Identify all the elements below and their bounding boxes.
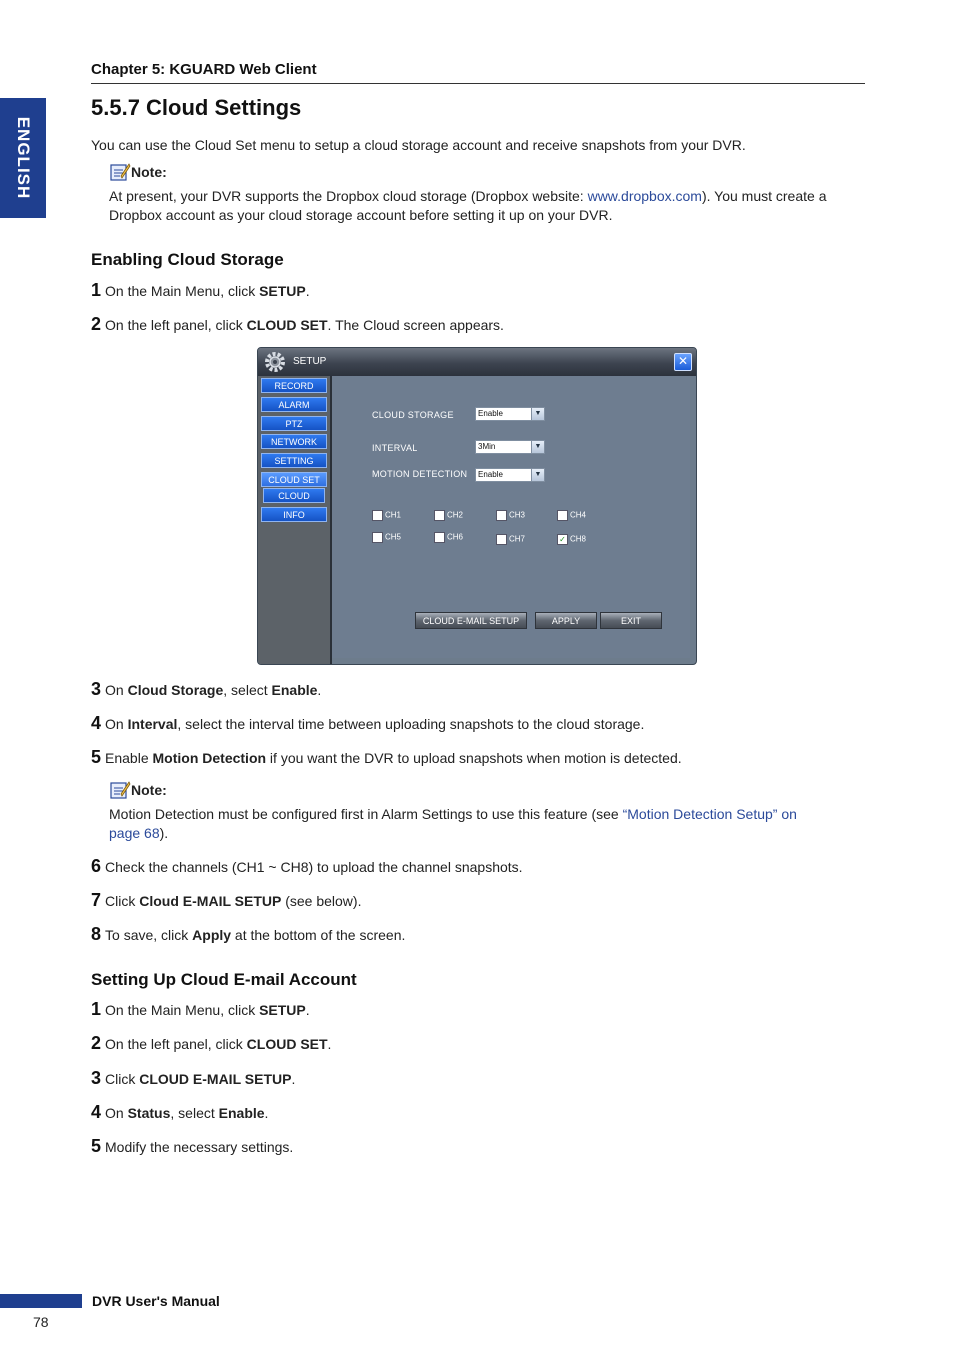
- step-text: , select: [223, 682, 272, 698]
- list-item: [91, 747, 682, 768]
- exit-button[interactable]: EXIT: [600, 612, 662, 629]
- dvr-menu-setting[interactable]: SETTING: [261, 453, 327, 468]
- note-heading: [109, 780, 167, 800]
- step-text: On the Main Menu, click: [105, 1002, 260, 1018]
- dvr-menu-network[interactable]: NETWORK: [261, 434, 327, 449]
- footer-bar: [0, 1294, 82, 1308]
- step-number: 2: [91, 1033, 102, 1053]
- step-number: 6: [91, 856, 102, 876]
- step-bold: CLOUD SET: [246, 317, 328, 333]
- list-item: [91, 679, 321, 700]
- dvr-title: SETUP: [293, 356, 327, 367]
- note-heading: [109, 162, 167, 182]
- step-text: .: [291, 1071, 296, 1087]
- step-bold: Apply: [192, 927, 232, 943]
- checkbox[interactable]: [372, 532, 383, 543]
- section-title: 5.5.7 Cloud Settings: [91, 95, 302, 120]
- step-number: 7: [91, 890, 102, 910]
- dvr-menu-alarm[interactable]: ALARM: [261, 397, 327, 412]
- list-item: [91, 713, 644, 734]
- step-text: Modify the necessary settings.: [105, 1139, 294, 1155]
- channel-checkbox-ch4[interactable]: [557, 510, 586, 521]
- channel-label: CH4: [570, 510, 587, 520]
- step-number: 3: [91, 1068, 102, 1088]
- channel-checkbox-ch3[interactable]: [496, 510, 525, 521]
- channel-label: CH1: [385, 510, 402, 520]
- channel-checkbox-ch8[interactable]: [557, 534, 586, 545]
- step-text: On the left panel, click: [105, 1036, 247, 1052]
- step-number: 5: [91, 747, 102, 767]
- step-text: On the Main Menu, click: [105, 283, 260, 299]
- step-bold: Interval: [127, 716, 178, 732]
- note-text-part: ).: [159, 825, 169, 841]
- step-text: at the bottom of the screen.: [231, 927, 406, 943]
- list-item: [91, 1136, 293, 1157]
- interval-select[interactable]: [475, 440, 545, 454]
- step-number: 5: [91, 1136, 102, 1156]
- dvr-sidebar: [258, 376, 332, 664]
- motion-detection-setup-link[interactable]: “Motion Detection Setup” on: [622, 806, 797, 822]
- checkbox[interactable]: [496, 534, 507, 545]
- note-label: Note:: [131, 782, 167, 798]
- dvr-menu-cloud[interactable]: CLOUD: [263, 488, 325, 503]
- note-icon: [109, 162, 131, 182]
- step-number: 3: [91, 679, 102, 699]
- dvr-menu-record[interactable]: RECORD: [261, 378, 327, 393]
- step-number: 8: [91, 924, 102, 944]
- interval-label: INTERVAL: [372, 443, 418, 453]
- step-number: 1: [91, 280, 102, 300]
- list-item: [91, 314, 504, 335]
- chevron-down-icon[interactable]: ▼: [531, 469, 544, 481]
- dvr-titlebar: [258, 348, 696, 376]
- channel-label: CH2: [447, 510, 464, 520]
- step-bold: Motion Detection: [152, 750, 267, 766]
- channel-checkbox-ch5[interactable]: [372, 532, 401, 543]
- cloud-storage-value: Enable: [478, 409, 503, 418]
- note-text: [109, 805, 797, 843]
- dvr-menu-info[interactable]: INFO: [261, 507, 327, 522]
- channel-label: CH5: [385, 532, 402, 542]
- channel-checkbox-ch2[interactable]: [434, 510, 463, 521]
- apply-button[interactable]: APPLY: [535, 612, 597, 629]
- step-text: .: [305, 1002, 310, 1018]
- step-text: On: [105, 1105, 128, 1121]
- step-bold: CLOUD E-MAIL SETUP: [139, 1071, 292, 1087]
- motion-detection-label: MOTION DETECTION: [372, 469, 468, 479]
- list-item: [91, 999, 310, 1020]
- checkbox[interactable]: [434, 510, 445, 521]
- note-text-part: Motion Detection must be configured first in Alarm Settings to use this feature (see: [109, 806, 623, 822]
- cloud-storage-select[interactable]: [475, 407, 545, 421]
- step-number: 1: [91, 999, 102, 1019]
- dvr-menu-cloud-set[interactable]: CLOUD SET: [261, 472, 327, 487]
- gear-icon: [262, 350, 288, 374]
- close-icon[interactable]: ✕: [674, 353, 692, 371]
- step-bold: Cloud E-MAIL SETUP: [139, 893, 282, 909]
- chevron-down-icon[interactable]: ▼: [531, 441, 544, 453]
- section-intro: You can use the Cloud Set menu to setup a cloud storage account and receive snapshots from your DVR.: [91, 137, 746, 153]
- motion-detection-value: Enable: [478, 470, 503, 479]
- list-item: [91, 890, 361, 911]
- step-bold: SETUP: [259, 283, 306, 299]
- step-text: . The Cloud screen appears.: [327, 317, 504, 333]
- note-icon: [109, 780, 131, 800]
- checkbox[interactable]: [557, 510, 568, 521]
- list-item: [91, 924, 405, 945]
- step-text: On: [105, 682, 128, 698]
- step-text: To save, click: [105, 927, 193, 943]
- step-text: On: [105, 716, 128, 732]
- step-number: 4: [91, 713, 102, 733]
- note-text-part: ). You must create a: [701, 188, 827, 204]
- step-text: .: [327, 1036, 332, 1052]
- dvr-menu-ptz[interactable]: PTZ: [261, 416, 327, 431]
- step-bold: Status: [127, 1105, 171, 1121]
- step-text: Check the channels (CH1 ~ CH8) to upload the channel snapshots.: [105, 859, 523, 875]
- dvr-setup-window: [257, 347, 697, 665]
- step-text: Click: [105, 1071, 140, 1087]
- checkbox[interactable]: [434, 532, 445, 543]
- cloud-email-setup-button[interactable]: CLOUD E-MAIL SETUP: [415, 612, 527, 629]
- step-text: Enable: [105, 750, 153, 766]
- subheading-enabling: Enabling Cloud Storage: [91, 250, 284, 269]
- list-item: [91, 1102, 268, 1123]
- language-tab-label: ENGLISH: [14, 116, 33, 200]
- page-reference-link[interactable]: page 68: [109, 825, 160, 841]
- checkbox-checked[interactable]: ✓: [557, 534, 568, 545]
- step-bold: CLOUD SET: [246, 1036, 328, 1052]
- list-item: [91, 856, 523, 877]
- step-text: , select: [170, 1105, 219, 1121]
- step-text: On the left panel, click: [105, 317, 247, 333]
- step-bold: Enable: [271, 682, 318, 698]
- channel-checkbox-ch1[interactable]: [372, 510, 401, 521]
- page-number: 78: [33, 1314, 49, 1330]
- step-text: .: [305, 283, 310, 299]
- chevron-down-icon[interactable]: ▼: [531, 408, 544, 420]
- step-bold: Cloud Storage: [127, 682, 224, 698]
- checkbox[interactable]: [496, 510, 507, 521]
- channel-label: CH8: [570, 534, 587, 544]
- step-text: .: [317, 682, 322, 698]
- language-tab: [0, 98, 46, 218]
- list-item: [91, 1033, 331, 1054]
- list-item: [91, 280, 310, 301]
- cloud-storage-label: CLOUD STORAGE: [372, 410, 454, 420]
- chapter-header: Chapter 5: KGUARD Web Client: [91, 61, 865, 84]
- step-text: (see below).: [281, 893, 362, 909]
- note-text: [109, 187, 827, 225]
- channel-label: CH7: [509, 534, 526, 544]
- channel-label: CH3: [509, 510, 526, 520]
- checkbox[interactable]: [372, 510, 383, 521]
- step-text: , select the interval time between uploading snapshots to the cloud storage.: [177, 716, 645, 732]
- note-text-line2: Dropbox account as your cloud storage account before setting it up on your DVR.: [109, 207, 613, 223]
- step-text: .: [264, 1105, 269, 1121]
- list-item: [91, 1068, 295, 1089]
- step-text: Click: [105, 893, 140, 909]
- step-bold: SETUP: [259, 1002, 306, 1018]
- subheading-email: Setting Up Cloud E-mail Account: [91, 970, 357, 989]
- note-text-part: At present, your DVR supports the Dropbox cloud storage (Dropbox website:: [109, 188, 588, 204]
- dvr-main-panel: [332, 376, 690, 658]
- step-number: 4: [91, 1102, 102, 1122]
- note-label: Note:: [131, 164, 167, 180]
- channel-checkbox-ch6[interactable]: [434, 532, 463, 543]
- channel-checkbox-ch7[interactable]: [496, 534, 525, 545]
- interval-value: 3Min: [478, 442, 496, 451]
- step-number: 2: [91, 314, 102, 334]
- channel-label: CH6: [447, 532, 464, 542]
- dropbox-link[interactable]: www.dropbox.com: [587, 188, 702, 204]
- step-text: if you want the DVR to upload snapshots when motion is detected.: [266, 750, 682, 766]
- footer-title: DVR User's Manual: [92, 1293, 220, 1309]
- step-bold: Enable: [218, 1105, 265, 1121]
- motion-detection-select[interactable]: [475, 468, 545, 482]
